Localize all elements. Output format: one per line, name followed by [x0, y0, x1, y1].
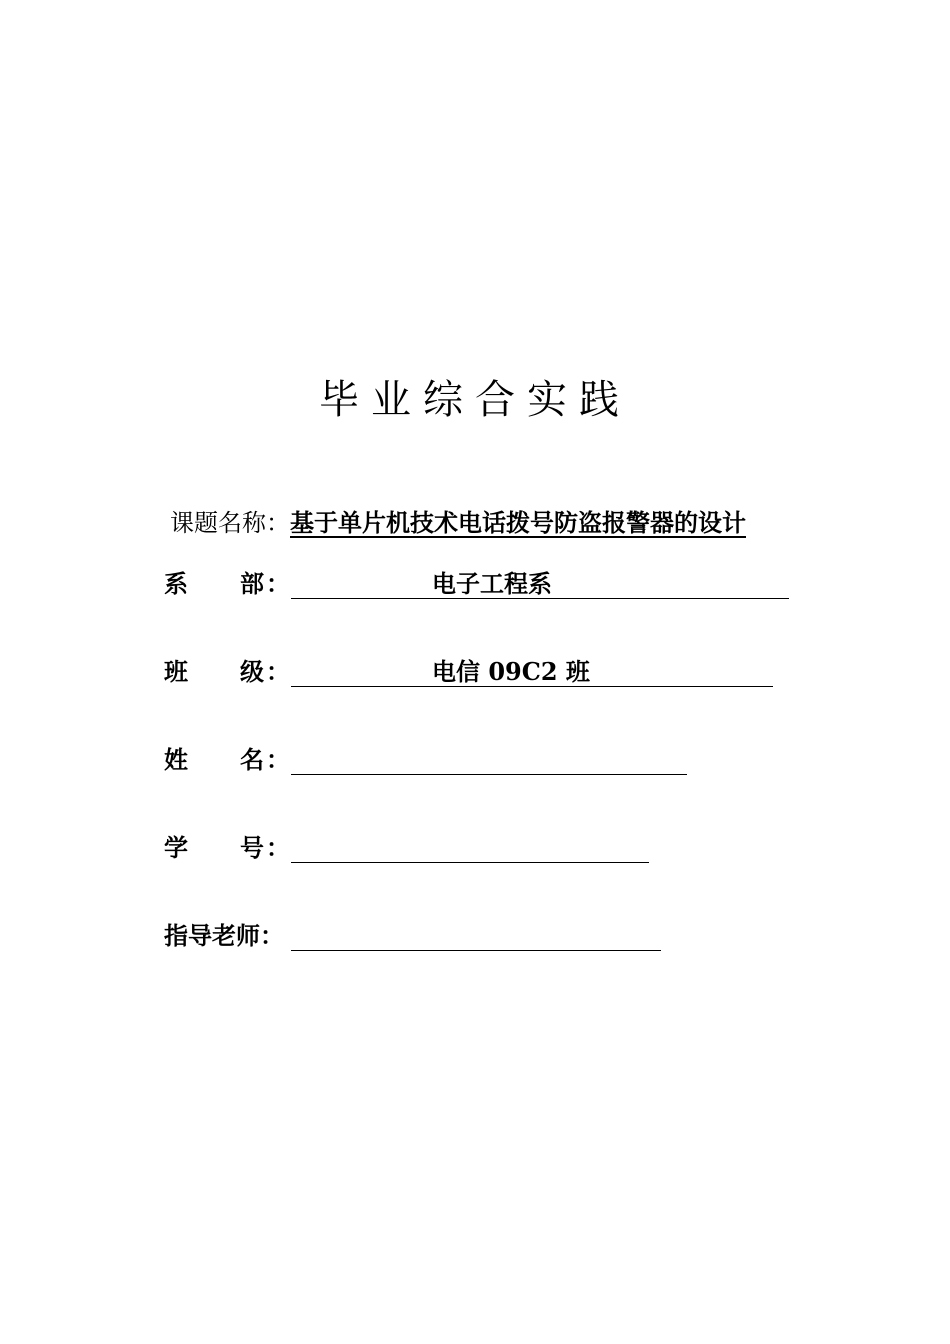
student-id-row [164, 830, 650, 866]
name-label-colon: ： [266, 745, 290, 774]
page-title: 毕业综合实践 [319, 377, 631, 423]
advisor-row [164, 918, 662, 954]
department-label-char2: 部 [240, 569, 264, 598]
topic-value: 基于单片机技术电话拨号防盗报警器的设计 [290, 508, 746, 537]
name-label-char1: 姓 [164, 745, 188, 774]
name-label-char2: 名 [240, 745, 264, 774]
class-label-char1: 班 [164, 657, 188, 686]
department-label-char1: 系 [164, 569, 188, 598]
department-value: 电子工程系 [432, 569, 552, 598]
student-id-label-char1: 学 [164, 833, 188, 862]
class-label-char2: 级 [240, 657, 264, 686]
name-underline [291, 774, 687, 775]
student-id-underline [291, 862, 649, 863]
class-row [164, 654, 774, 690]
topic-row [170, 505, 746, 541]
name-row [164, 742, 688, 778]
department-label-colon: ： [266, 569, 290, 598]
topic-label: 课题名称： [170, 509, 290, 537]
advisor-underline [291, 950, 661, 951]
class-label-colon: ： [266, 657, 290, 686]
student-id-label-char2: 号 [240, 833, 264, 862]
class-value: 电信 09C2 班 [432, 657, 590, 686]
student-id-label-colon: ： [266, 833, 290, 862]
department-row [164, 566, 790, 602]
advisor-label: 指导老师： [164, 921, 284, 950]
